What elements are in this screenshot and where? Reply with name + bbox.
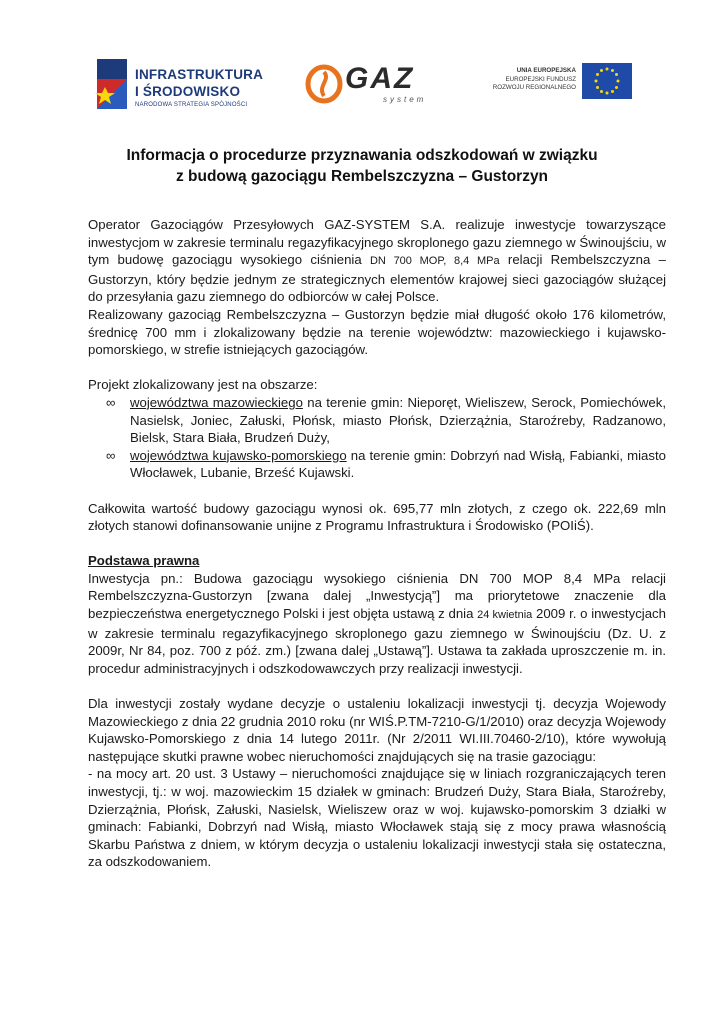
infrastruktura-line2: I ŚRODOWISKO <box>135 84 241 99</box>
gaz-flame-icon <box>305 64 343 104</box>
project-lead: Projekt zlokalizowany jest na obszarze: <box>88 377 318 393</box>
eu-logo-line1: UNIA EUROPEJSKA <box>516 67 576 74</box>
region-link-kujawsko-pomorskie[interactable]: województwa kujawsko-pomorskiego <box>130 447 347 463</box>
legal-basis-heading: Podstawa prawna <box>88 553 200 569</box>
gaz-logo-sub: system <box>383 95 427 104</box>
expropriation-paragraph: - na mocy art. 20 ust. 3 Ustawy – nieruchomości znajdujące się w liniach rozgraniczających teren inwestycji, tj.: w woj. mazowieckim 15 działek w gminach: Brudzeń Duży, Stara Biała, Staroźreby, Dzierzążnia, Płońsk, Załuski, Nasielsk, Wieliszew oraz w woj. kujawsko-pomorskim 3 działki w gminach: Fabianki, Dobrzyń nad Wisłą, miasto Włocławek stają się z mocy prawa własnością Skarbu Państwa z dniem, w którym decyzja o ustaleniu lokalizacji inwestycji stała się ostateczna, za odszkodowaniem. <box>88 766 666 870</box>
intro-paragraph <box>88 216 666 306</box>
title-line1: Informacja o procedurze przyznawania odszkodowań w związku <box>126 147 598 164</box>
document-body <box>88 216 666 871</box>
region-list <box>88 394 666 482</box>
legal-text-c: 2009 r. o inwestycjach w zakresie terminalu regazyfikacyjnego skroplonego gazu ziemnego w Świnoujściu (Dz. U. z 2009r, Nr 84, poz. 700 z póź. zm.) [zwana dalej „Ustawą”]. Ustawa ta zakłada uproszczenie m. in. procedur administracyjnych i odszkodowawczych przy realizacji inwestycji. <box>88 606 666 676</box>
legal-text-a: Inwestycja pn.: Budowa gazociągu wysokiego ciśnienia DN 700 MOP 8,4 MPa relacji Rembelszczyzna-Gustorzyn [zwana dalej „Inwestycją”] ma priorytetowe znaczenie dla bezpieczeństwa energetycznego Polski i jest objęta ustawą z dnia <box>88 570 666 622</box>
length-paragraph: Realizowany gazociąg Rembelszczyzna – Gustorzyn będzie miał długość około 176 kilometrów, średnicę 700 mm i zlokalizowany będzie na terenie województw: mazowieckiego i kujawsko-pomorskiego, w strefie istniejących gazociągów. <box>88 306 666 358</box>
infinity-bullet-icon: ∞ <box>106 447 116 463</box>
intro-text-c: relacji Rembelszczyzna – Gustorzyn, który będzie jednym ze strategicznych elementów krajowej sieci gazociągów służącej do przesyłania gazu ziemnego do odbiorców w całej Polsce. <box>88 252 666 305</box>
infrastruktura-line1: INFRASTRUKTURA <box>135 67 264 82</box>
region-gminas-mazowieckie: na terenie gmin: Nieporęt, Wieliszew, Serock, Pomiechówek, Nasielsk, Joniec, Załuski, Płońsk, miasto Płońsk, Dzierzążnia, Staroźreby, Radzanowo, Bielsk, Stara Biała, Brudzeń Duży, <box>130 394 666 446</box>
legal-text-date: 24 kwietnia <box>477 609 533 622</box>
cost-paragraph: Całkowita wartość budowy gazociągu wynosi ok. 695,77 mln złotych, z czego ok. 222,69 mln złotych stanowi dofinansowanie unijne z Programu Infrastruktura i Środowisko (POIiŚ). <box>88 500 666 534</box>
gaz-system-logo <box>305 62 455 110</box>
page-header <box>0 0 724 130</box>
page-title <box>60 145 664 187</box>
title-line2: z budową gazociągu Rembelszczyzna – Gustorzyn <box>175 168 549 185</box>
eu-logo-line2: EUROPEJSKI FUNDUSZ <box>505 76 576 83</box>
infrastruktura-line3: NARODOWA STRATEGIA SPÓJNOŚCI <box>135 102 248 108</box>
decisions-paragraph: Dla inwestycji zostały wydane decyzje o ustaleniu lokalizacji inwestycji tj. decyzja Wojewody Mazowieckiego z dnia 22 grudnia 2010 roku (nr WIŚ.P.TM-7210-G/1/2010) oraz decyzja Wojewody Kujawsko-Pomorskiego z dnia 14 lutego 2011r. (Nr 2/2011 WI.III.70460-2/10), które wywołują następujące skutki prawne wobec nieruchomości znajdujących się na trasie gazociągu: <box>88 696 666 764</box>
legal-paragraph <box>88 570 666 678</box>
infrastruktura-logo <box>95 55 270 115</box>
region-gminas-kujawsko-pomorskie: na terenie gmin: Dobrzyń nad Wisłą, Fabianki, miasto Włocławek, Lubanie, Brześć Kujawski. <box>130 447 666 481</box>
eu-logo <box>492 63 632 103</box>
region-item-kujawsko-pomorskie <box>88 447 666 482</box>
eu-logo-line3: ROZWOJU REGIONALNEGO <box>492 84 576 91</box>
region-item-mazowieckie <box>88 394 666 447</box>
infrastruktura-flag-icon <box>95 57 131 113</box>
intro-text-dn: DN 700 MOP, 8,4 MPa <box>369 255 500 268</box>
region-link-mazowieckie[interactable]: województwa mazowieckiego <box>130 394 303 410</box>
eu-flag-icon <box>582 63 632 99</box>
intro-text-a: Operator Gazociągów Przesyłowych GAZ-SYSTEM S.A. realizuje inwestycje towarzyszące inwestycjom w zakresie terminalu regazyfikacyjnego skroplonego gazu ziemnego w Świnoujściu, w tym budowę gazociągu wysokiego ciśnienia <box>88 217 666 268</box>
infinity-bullet-icon: ∞ <box>106 394 116 410</box>
gaz-logo-name: GAZ <box>345 62 415 95</box>
